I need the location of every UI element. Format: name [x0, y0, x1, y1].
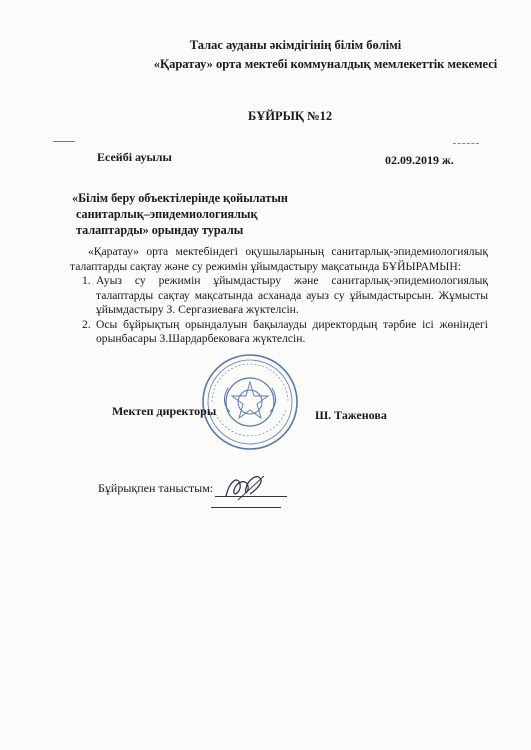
- order-subject: [72, 190, 332, 238]
- handwritten-signature: [220, 470, 270, 506]
- subject-line-1: «Білім беру объектілерінде қойылатын: [72, 191, 288, 205]
- order-intro: «Қаратау» орта мектебіндегі оқушыларының санитарлық-эпидемиологиялық талаптарды сақтау және су режимін ұйымдастыру мақсатында БҰЙЫРАМЫН:: [70, 245, 488, 273]
- order-items: [70, 274, 488, 347]
- order-item-text: Ауыз су режимін ұйымдастыру және санитарлық-эпидемиологиялық талаптарды сақтау мақсатында асханада ауыз су ұйымдастырсын. Жұмысты ұйымдастыру З. Сергазиеваға жүктелсін.: [96, 274, 488, 316]
- acknowledgement-line: [211, 507, 281, 508]
- official-seal-stamp: [200, 352, 300, 452]
- scan-mark: [53, 141, 75, 142]
- header-school: «Қаратау» орта мектебі коммуналдық мемлекеттік мекемесі: [153, 57, 498, 71]
- order-item-number: 2.: [82, 317, 91, 331]
- subject-line-3: талаптарды» орындау туралы: [76, 223, 244, 237]
- signature-title: Мектеп директоры: [112, 404, 217, 418]
- subject-line-2: санитарлық–эпидемиологиялық: [76, 207, 258, 221]
- header-department: Талас ауданы әкімдігінің білім бөлімі: [189, 38, 402, 52]
- order-date: 02.09.2019 ж.: [385, 153, 454, 167]
- order-item: [70, 318, 488, 347]
- order-item-number: 1.: [82, 274, 91, 287]
- order-item: [70, 274, 488, 318]
- order-item-text: Осы бұйрықтың орындалуын бақылауды директордың тәрбие ісі жөніндегі орынбасары З.Шардарбековаға жүктелсін.: [96, 317, 488, 345]
- acknowledgement-label: Бұйрықпен таныстым:: [98, 481, 214, 495]
- signature-name: Ш. Таженова: [315, 408, 387, 422]
- scan-mark-dashed: [453, 143, 479, 144]
- order-body: [70, 245, 488, 347]
- order-place: Есейбі ауылы: [97, 150, 172, 164]
- order-title: БҰЙРЫҚ №12: [248, 109, 333, 123]
